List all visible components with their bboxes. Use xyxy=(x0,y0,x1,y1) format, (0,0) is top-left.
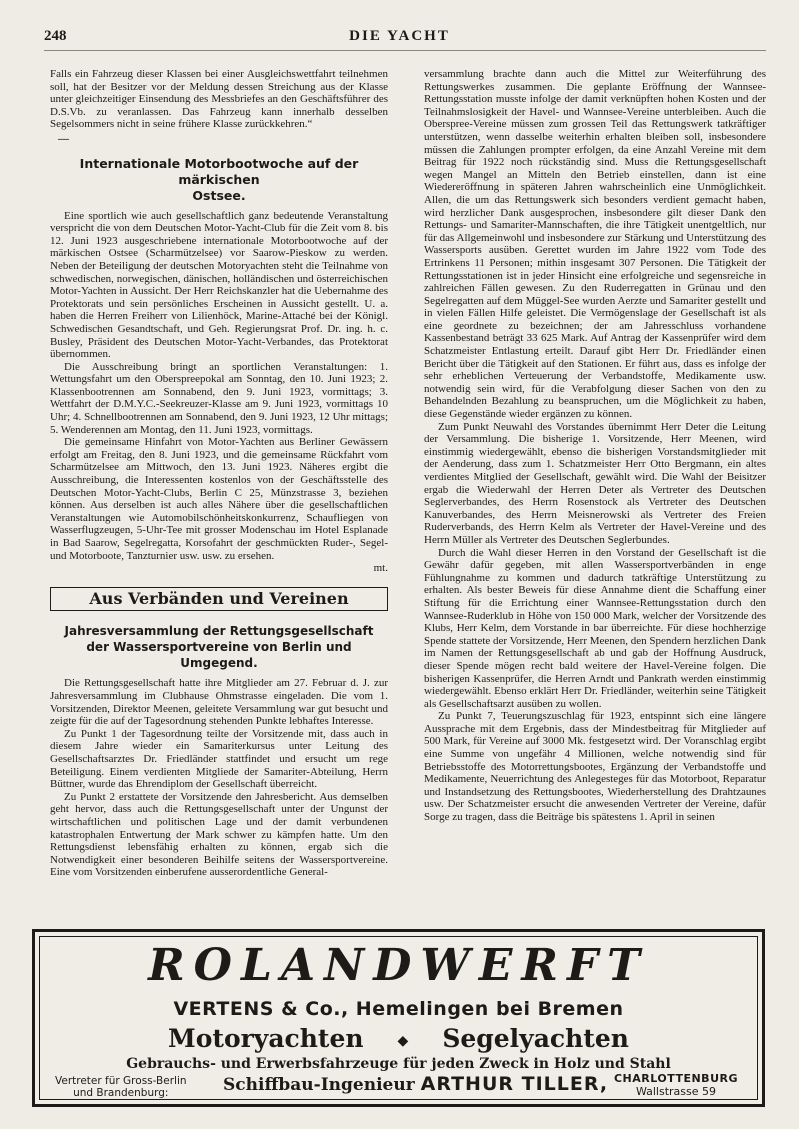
ad-rep-line2: und Brandenburg: xyxy=(73,1087,169,1099)
article2-paragraph: Zum Punkt Neuwahl des Vorstandes übernimmt Herr Deter die Leitung der Versammlung. Die bisherige 1. Vorsitzende, Herr Meenen, wird einstimmig wiedergewählt, ebenso die bisherigen Vorstandsmitglieder mit der Aenderung, dass zum 1. Schatzmeister Herr Otto Bergmann, ein altes verdientes Mitglied der Gesellschaft, gewählt wird. Die Wahl der Beisitzer ergab die Wiederwahl der Herren Deter als Vertreter des Deutschen Seglerverbandes, des Herrn Rosenstock als Vertreter des Deutschen Kanuverbandes, des Herrn Meisnerowski als Vertreter des Freien Ruderverbands, des Herrn Kelm als Vertreter der Havel-Vereine und des Herrn Müller als Vertreter des Deutschen Seglerbundes. xyxy=(424,420,766,546)
ad-rep-title: Schiffbau-Ingenieur xyxy=(223,1075,415,1095)
article2-continuation: versammlung brachte dann auch die Mittel zur Weiterführung des Rettungswerkes zusammen. Die geplante Eröffnung der Wannsee-Rettungsstation musste infolge der damit verknüpften hohen Kosten und der Teilnahmslosigkeit der Havel- und Wannsee-Vereine unterbleiben. Auch die Oberspree-Vereine müssen zum grossen Teil das Rettungswerk tatkräftiger unterstützen, wenn dasselbe weiterhin erhalten bleiben soll, insbesondere müssen die Zahlungen prompter erfolgen, da eine Anzahl Vereine mit dem Beitrag für 1922 noch rückständig sind. Muss die Rettungsgesellschaft wegen Mangel an Mitteln den Betrieb einstellen, dann ist eine Wiedereröffnung in späteren Jahren wahrscheinlich eine Unmöglichkeit. Allen, die um das Rettungswerk sich besonders verdient gemacht haben, wird herzlicher Dank ausgesprochen, insbesondere gilt dieser Dank den Rettungs- und Samariter-Mannschaften, die ihre Tätigkeit unentgeltlich, nur für das Allgemeinwohl und insbesondere zur Stärkung und Unterstützung des Wassersports ausüben. Gerettet wurden im Jahre 1922 vom Tode des Ertrinkens 11 Personen; mithin insgesamt 307 Personen. Die Tätigkeit der Rettungsstationen ist in jeder Hinsicht eine erfolgreiche und segensreiche in zahlreichen Fällen gewesen. Zu den Ruderregatten in Grünau und den Segelregatten auf dem Müggel-See wurden Aerzte und Samariter gestellt und in vielen Fällen Hilfe geleistet. Die Vermögenslage der Gesellschaft ist als eine geordnete zu bezeichnen; der am Jahresschluss vorhandene Kassenbestand beträgt 33 625 Mark. Auf Antrag der Kassenprüfer wird dem Schatzmeister Entlastung erteilt. Darauf gibt Herr Dr. Friedländer einen Bericht über die Tätigkeit auf den Stationen. Er führt aus, dass es infolge der sehr erheblichen Verteuerung der Verbandstoffe, Medikamente usw. notwendig sein wird, für die Verabfolgung dieser Sachen von den zu Behandelnden Bezahlung zu beanspruchen, um die Möglichkeit zu haben, diese Gegenstände wieder ergänzen zu können. xyxy=(424,68,766,421)
ad-representative xyxy=(223,1073,608,1095)
article2-paragraph: Zu Punkt 1 der Tagesordnung teilte der Vorsitzende mit, dass auch in diesem Jahre wieder ein Samariterkursus unter Leitung des Gesellschaftsarztes Dr. Friedländer stattfindet und ersucht um rege Beteiligung. Einem verdienten Mitgliede der Samariter-Abteilung, Herrn Büttner, wurde das Ehrendiplom der Gesellschaft überreicht. xyxy=(50,727,388,791)
ad-representative-label xyxy=(55,1075,187,1099)
header-rule xyxy=(44,50,766,51)
article1-paragraph: Eine sportlich wie auch gesellschaftlich ganz bedeutende Veranstaltung verspricht die von dem Deutschen Motor-Yacht-Club für die Zeit vom 8. bis 12. Juni 1923 ausgeschriebene internationale Motorbootwoche auf der märkischen Ostsee (Scharmützelsee) vor Saarow-Pieskow zu werden. Neben der Beteiligung der deutschen Motoryachten steht die Teilnahme von schwedischen, norwegischen, dänischen, holländischen und österreichischen Motor-Yachten in Aussicht. Der Herr Reichskanzler hat die Uebernahme des Protektorats und sein persönliches Erscheinen in Aussicht gestellt. U. a. haben die Herren Freiherr von Lilienhöck, Marine-Attaché bei der Königl. Schwedischen Gesandtschaft, und Geh. Regierungsrat Prof. Dr. ing. h. c. Busley, Präsident des Deutschen Motor-Yacht-Verbandes, das Protektorat übernommen. xyxy=(50,209,388,361)
ad-city: CHARLOTTENBURG xyxy=(613,1072,738,1085)
ad-type-motor: Motoryachten xyxy=(168,1024,364,1053)
intro-paragraph: Falls ein Fahrzeug dieser Klassen bei einer Ausgleichswettfahrt teilnehmen soll, hat der Besitzer vor der Meldung dessen Streichung aus der Klasse unter gleichzeitiger Einsendung des Messbriefes an den Geschäftsführer des D.S.Vb. zu veranlassen. Das Fahrzeug kann innerhalb desselben Segelsommers nicht in seine frühere Klasse zurückkehren.“ xyxy=(50,68,388,131)
advertisement xyxy=(32,929,765,1107)
right-column xyxy=(424,68,766,824)
article1-signature: mt. xyxy=(373,562,388,575)
ad-subline: Gebrauchs- und Erwerbsfahrzeuge für jeden Zweck in Holz und Stahl xyxy=(126,1056,671,1072)
running-title: DIE YACHT xyxy=(349,28,450,44)
divider: — xyxy=(58,132,69,145)
ad-address xyxy=(614,1072,738,1098)
article2-paragraph: Die Rettungsgesellschaft hatte ihre Mitglieder am 27. Februar d. J. zur Jahresversammlung im Clubhause Ohmstrasse eingeladen. Die vom 1. Vorsitzenden, Direktor Meenen, geleitete Versammlung war gut besucht und zeigte für die auf der Tagesordnung stehenden Punkte lebhaftes Interesse. xyxy=(50,677,388,728)
article1-paragraph: Die Ausschreibung bringt an sportlichen Veranstaltungen: 1. Wettungsfahrt um den Oberspreepokal am Sonntag, den 10. Juni 1923; 2. Klassenbootrennen am Sonnabend, den 9. Juni 1923, vormittags; 3. Wettfahrt der D.M.Y.C.-Seekreuzer-Klasse am 9. Juni 1923, vormittags 10 Uhr; 4. Schnellbootrennen am Sonnabend, den 9. Juni 1923, 12 Uhr mittags; 5. Wenderennen am Montag, den 11. Juni 1923, vormittags. xyxy=(50,360,388,436)
ad-firm: VERTENS & Co., Hemelingen bei Bremen xyxy=(173,998,624,1020)
page-number: 248 xyxy=(44,28,67,44)
ad-type-sail: Segelyachten xyxy=(442,1024,629,1053)
ad-rep-line1: Vertreter für Gross-Berlin xyxy=(55,1075,187,1087)
article2-paragraph: Zu Punkt 7, Teuerungszuschlag für 1923, entspinnt sich eine längere Aussprache mit dem Ergebnis, dass der Mindestbeitrag für Mitglieder auf 500 Mark, für Vereine auf 3000 Mk. festgesetzt wird. Der Voranschlag ergibt eine Summe von ungefähr 4 Millionen, welche notwendig sind für Betriebsstoffe des Motorrettungsbootes, Ergänzung der Verbandstoffe und Medikamente, Neuerrichtung des Anlegesteges für das Motorboot, Reparatur und Instandsetzung des Rettungsbootes, Wiederherstellung des Drahtzaunes usw. Der Schatzmeister ersucht die anwesenden Vertreter der Vereine, dafür Sorge zu tragen, dass die Beiträge bis spätestens 1. April in seinen xyxy=(424,710,766,824)
article1-title xyxy=(50,156,388,204)
article2-title-line1: Jahresversammlung der Rettungsgesellschaft xyxy=(64,624,374,639)
ad-boat-types xyxy=(35,1024,762,1053)
left-column xyxy=(50,68,388,879)
article1-paragraph: Die gemeinsame Hinfahrt von Motor-Yachten aus Berliner Gewässern erfolgt am Freitag, den 8. Juni 1923, und die gemeinsame Rückfahrt vom Scharmützelsee am Mittwoch, den 13. Juni 1923. Näheres ergibt die Ausschreibung, die Interessenten kostenlos von der Geschäftsstelle des Deutschen Motor-Yacht-Clubs, Berlin C 25, Münzstrasse 3, beziehen können. Aus derselben ist auch alles Nähere über die gesellschaftlichen Veranstaltungen wie Automobilschönheitskonkurrenz, Schaufliegen von Wasserflugzeugen, 5-Uhr-Tee mit grosser Modenschau im Hotel Esplanade in Bad Saarow, Segelregatta, Korsofahrt der geschmückten Ruder-, Segel- und Motorboote, Tanzturnier usw. usw. zu ersehen. xyxy=(50,436,388,562)
ad-brand: ROLANDWERFT xyxy=(148,940,649,991)
article2-title-line2: der Wassersportvereine von Berlin und Umgegend. xyxy=(86,640,352,671)
diamond-icon: ◆ xyxy=(397,1032,409,1049)
article2-paragraph: Zu Punkt 2 erstattete der Vorsitzende den Jahresbericht. Aus demselben geht hervor, dass auch die Rettungsgesellschaft unter der Ungunst der wirtschaftlichen und politischen Lage und der damit verbundenen katastrophalen Entwertung der Mark schwer zu kämpfen hatte. Um den Rettungsdienst lebensfähig erhalten zu können, ergab sich die Notwendigkeit einer besonderen Beihilfe seitens der Wassersportvereine. Eine vom Vorsitzenden einberufene ausserordentliche General- xyxy=(50,790,388,879)
article2-paragraph: Durch die Wahl dieser Herren in den Vorstand der Gesellschaft ist die Gewähr dafür gegeben, mit allen Wassersportverbänden in enge Fühlungnahme zu kommen und dadurch tatkräftige Unterstützung zu erhalten. Als bester Beweis für diese Annahme dient die Schaffung einer Stiftung für die Errichtung einer Wannsee-Rettungsstation durch den Wannsee-Ruderklub in Höhe von 150 000 Mark, welcher der Vorsitzende des Klubs, Herr Kelm, dem Vorstande in bar überreichte. Für diese hochherzige Spende stattete der Vorsitzende, Herr Meenen, den Spendern herzlichen Dank im Namen der Rettungsgesellschaft ab und gab der Hoffnung Ausdruck, dieser Spende mögen recht bald weitere der Havel-Vereine folgen. Die bisherigen Kassenprüfer, die Herren Arndt und Pankrath werden einstimmig wiedergewählt. Ebenso erklärt Herr Dr. Friedländer, weiterhin seine Tätigkeit als Gesellschaftsarzt ausüben zu wollen. xyxy=(424,546,766,710)
ad-rep-name: ARTHUR TILLER, xyxy=(420,1073,609,1095)
article1-title-line2: Ostsee. xyxy=(192,187,246,203)
article1-title-line1: Internationale Motorbootwoche auf der märkischen xyxy=(79,155,359,187)
section-heading: Aus Verbänden und Vereinen xyxy=(50,587,388,612)
article2-title xyxy=(50,623,388,671)
ad-street: Wallstrasse 59 xyxy=(635,1085,717,1098)
